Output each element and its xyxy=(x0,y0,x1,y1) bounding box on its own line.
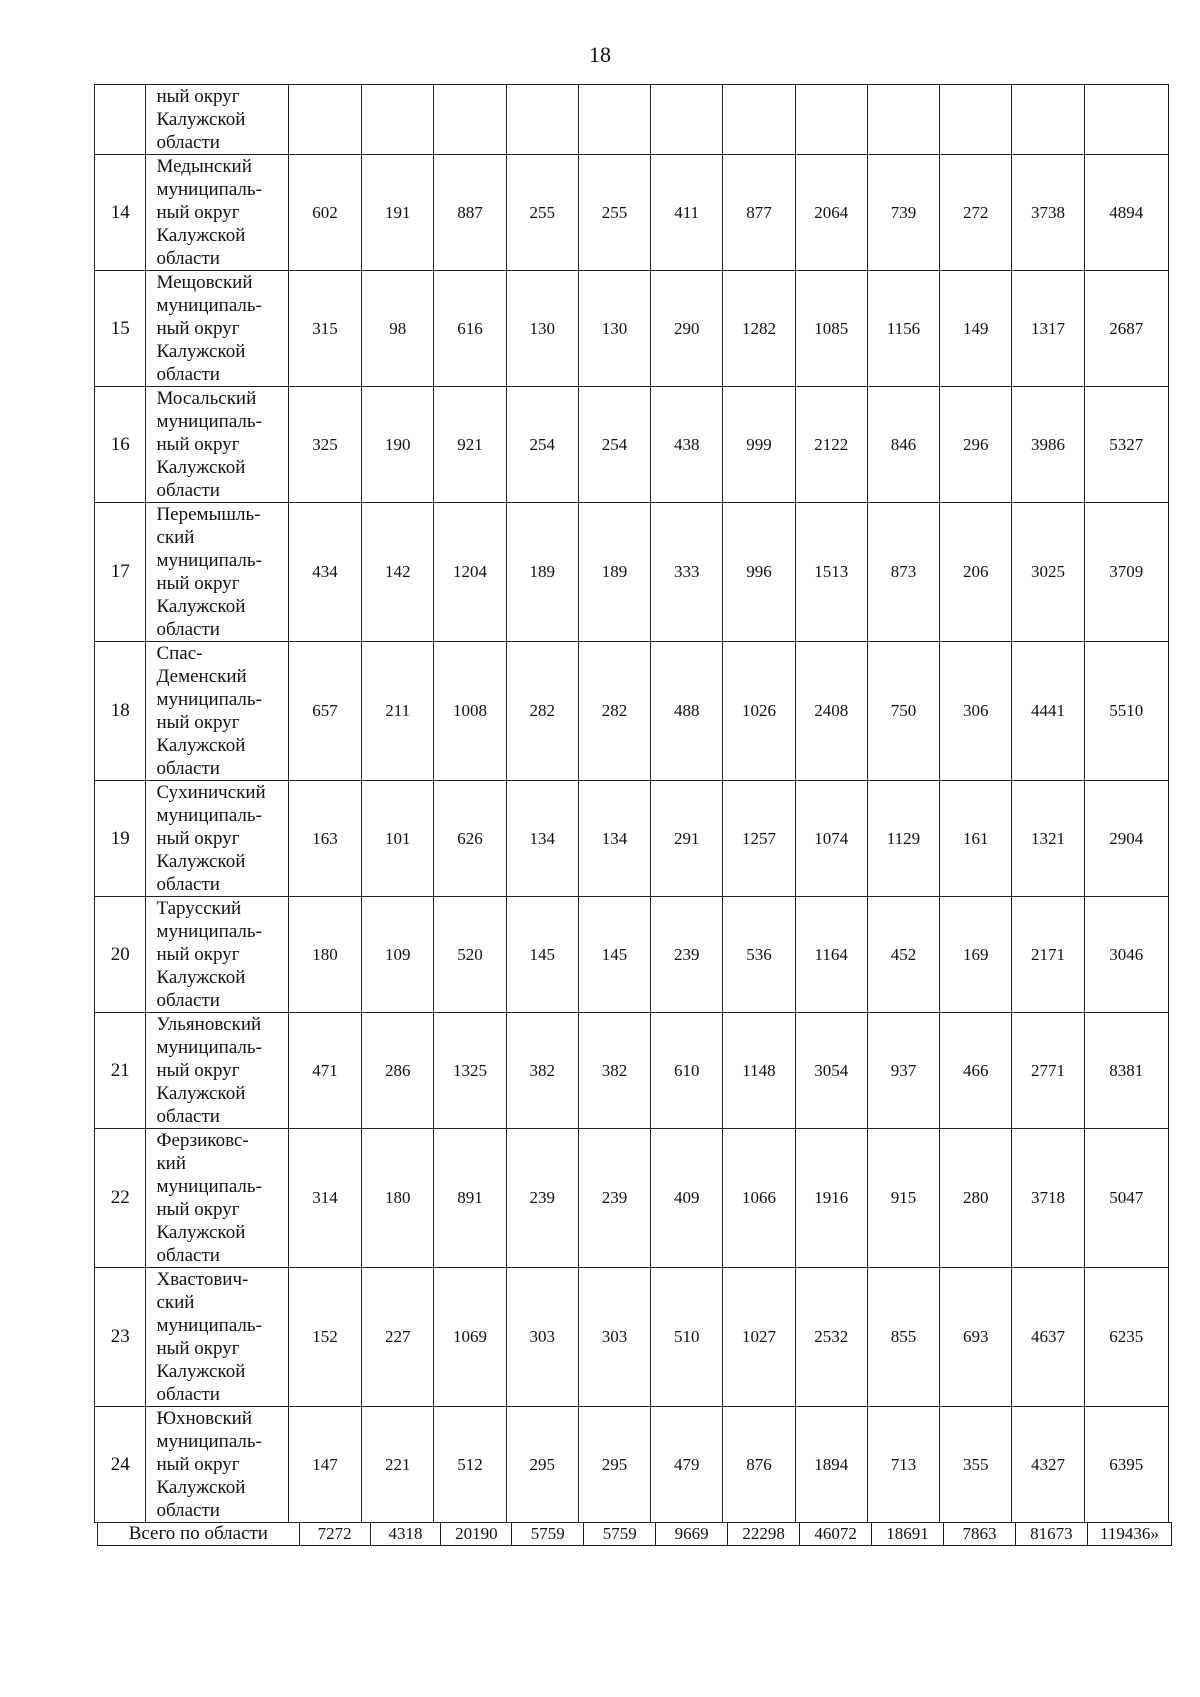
district-name-cell xyxy=(146,897,288,1013)
row-index-cell xyxy=(95,85,146,155)
value-cell: 512 xyxy=(434,1407,506,1523)
district-name-line: области xyxy=(156,132,220,153)
table-row xyxy=(95,1013,1169,1129)
value-cell: 1066 xyxy=(723,1129,795,1268)
district-name-line: муниципаль- xyxy=(156,1176,262,1197)
value-cell: 411 xyxy=(651,155,723,271)
value-cell: 255 xyxy=(578,155,650,271)
row-index-cell: 18 xyxy=(95,642,146,781)
value-cell xyxy=(795,85,867,155)
value-cell: 130 xyxy=(506,271,578,387)
value-cell: 626 xyxy=(434,781,506,897)
value-cell: 211 xyxy=(362,642,434,781)
value-cell: 3718 xyxy=(1012,1129,1084,1268)
value-cell: 510 xyxy=(651,1268,723,1407)
row-index-cell: 22 xyxy=(95,1129,146,1268)
district-name-line: Калужской xyxy=(156,596,246,617)
table-row xyxy=(95,897,1169,1013)
value-cell: 891 xyxy=(434,1129,506,1268)
row-index-cell: 24 xyxy=(95,1407,146,1523)
district-name-cell xyxy=(146,642,288,781)
district-name-line: муниципаль- xyxy=(156,1431,262,1452)
district-name-line: области xyxy=(156,619,220,640)
value-cell: 355 xyxy=(940,1407,1012,1523)
value-cell: 145 xyxy=(578,897,650,1013)
district-name-line: Медынский xyxy=(156,156,252,177)
value-cell: 3046 xyxy=(1084,897,1168,1013)
value-cell: 254 xyxy=(578,387,650,503)
value-cell: 999 xyxy=(723,387,795,503)
district-name-line: области xyxy=(156,1245,220,1266)
value-cell: 189 xyxy=(578,503,650,642)
district-name-cell xyxy=(146,1129,288,1268)
value-cell: 1069 xyxy=(434,1268,506,1407)
value-cell: 471 xyxy=(288,1013,361,1129)
value-cell: 169 xyxy=(940,897,1012,1013)
value-cell: 1156 xyxy=(867,271,939,387)
district-name-line: Калужской xyxy=(156,1477,246,1498)
value-cell: 2171 xyxy=(1012,897,1084,1013)
value-cell: 1204 xyxy=(434,503,506,642)
row-index-cell: 17 xyxy=(95,503,146,642)
district-name-line: Деменский xyxy=(156,666,247,687)
district-name-line: ный округ xyxy=(156,1454,240,1475)
value-cell: 3054 xyxy=(795,1013,867,1129)
table-row xyxy=(95,1129,1169,1268)
district-name-line: области xyxy=(156,1106,220,1127)
totals-table xyxy=(97,1522,1172,1546)
district-name-line: Мещовский xyxy=(156,272,253,293)
district-name-line: области xyxy=(156,758,220,779)
value-cell: 295 xyxy=(578,1407,650,1523)
value-cell: 996 xyxy=(723,503,795,642)
value-cell: 739 xyxy=(867,155,939,271)
value-cell: 1085 xyxy=(795,271,867,387)
value-cell: 272 xyxy=(940,155,1012,271)
value-cell: 5510 xyxy=(1084,642,1168,781)
value-cell: 147 xyxy=(288,1407,361,1523)
value-cell: 286 xyxy=(362,1013,434,1129)
table-row xyxy=(95,1268,1169,1407)
value-cell: 921 xyxy=(434,387,506,503)
value-cell: 937 xyxy=(867,1013,939,1129)
district-name-line: Хвастович- xyxy=(156,1269,249,1290)
value-cell: 6395 xyxy=(1084,1407,1168,1523)
value-cell xyxy=(1012,85,1084,155)
district-name-cell xyxy=(146,85,288,155)
value-cell: 616 xyxy=(434,271,506,387)
totals-value-cell: 5759 xyxy=(584,1523,656,1546)
value-cell: 6235 xyxy=(1084,1268,1168,1407)
district-name-line: ский xyxy=(156,527,195,548)
value-cell: 536 xyxy=(723,897,795,1013)
page-number: 18 xyxy=(589,42,611,67)
value-cell: 382 xyxy=(506,1013,578,1129)
district-name-line: муниципаль- xyxy=(156,179,262,200)
value-cell: 1282 xyxy=(723,271,795,387)
value-cell: 280 xyxy=(940,1129,1012,1268)
value-cell: 713 xyxy=(867,1407,939,1523)
table-row xyxy=(95,503,1169,642)
district-name-line: Калужской xyxy=(156,1222,246,1243)
value-cell: 303 xyxy=(578,1268,650,1407)
value-cell: 130 xyxy=(578,271,650,387)
totals-value-cell: 4318 xyxy=(370,1523,441,1546)
district-name-line: Ферзиковс- xyxy=(156,1130,249,1151)
table-row xyxy=(95,1407,1169,1523)
value-cell: 602 xyxy=(288,155,361,271)
district-name-cell xyxy=(146,1407,288,1523)
value-cell: 1916 xyxy=(795,1129,867,1268)
value-cell: 520 xyxy=(434,897,506,1013)
district-name-line: Калужской xyxy=(156,967,246,988)
district-name-line: Калужской xyxy=(156,851,246,872)
value-cell: 4441 xyxy=(1012,642,1084,781)
value-cell: 4637 xyxy=(1012,1268,1084,1407)
district-name-line: Калужской xyxy=(156,735,246,756)
row-index-cell: 19 xyxy=(95,781,146,897)
district-name-line: кий xyxy=(156,1153,187,1174)
district-name-line: Сухиничский xyxy=(156,782,266,803)
district-name-line: ный округ xyxy=(156,712,240,733)
value-cell: 915 xyxy=(867,1129,939,1268)
totals-value-cell: 5759 xyxy=(512,1523,584,1546)
district-name-line: Калужской xyxy=(156,457,246,478)
value-cell: 1129 xyxy=(867,781,939,897)
value-cell: 254 xyxy=(506,387,578,503)
value-cell: 409 xyxy=(651,1129,723,1268)
value-cell xyxy=(506,85,578,155)
value-cell: 466 xyxy=(940,1013,1012,1129)
value-cell: 152 xyxy=(288,1268,361,1407)
value-cell: 315 xyxy=(288,271,361,387)
district-name-line: ский xyxy=(156,1292,195,1313)
table-row xyxy=(95,155,1169,271)
value-cell: 333 xyxy=(651,503,723,642)
totals-value-cell: 9669 xyxy=(656,1523,728,1546)
totals-value-cell: 7863 xyxy=(944,1523,1016,1546)
district-name-line: муниципаль- xyxy=(156,411,262,432)
value-cell: 1074 xyxy=(795,781,867,897)
value-cell: 134 xyxy=(578,781,650,897)
value-cell xyxy=(940,85,1012,155)
value-cell: 239 xyxy=(506,1129,578,1268)
row-index-cell: 23 xyxy=(95,1268,146,1407)
row-index-cell: 15 xyxy=(95,271,146,387)
value-cell: 382 xyxy=(578,1013,650,1129)
value-cell: 1894 xyxy=(795,1407,867,1523)
value-cell: 98 xyxy=(362,271,434,387)
district-name-line: ный округ xyxy=(156,86,240,107)
value-cell: 109 xyxy=(362,897,434,1013)
district-name-cell xyxy=(146,155,288,271)
value-cell xyxy=(723,85,795,155)
totals-value-cell: 7272 xyxy=(299,1523,370,1546)
totals-value-cell: 18691 xyxy=(872,1523,944,1546)
value-cell: 3986 xyxy=(1012,387,1084,503)
value-cell: 4894 xyxy=(1084,155,1168,271)
value-cell: 1325 xyxy=(434,1013,506,1129)
value-cell xyxy=(1084,85,1168,155)
value-cell: 452 xyxy=(867,897,939,1013)
district-name-line: Калужской xyxy=(156,341,246,362)
value-cell: 846 xyxy=(867,387,939,503)
value-cell: 255 xyxy=(506,155,578,271)
totals-value-cell: 22298 xyxy=(728,1523,800,1546)
district-name-line: ный округ xyxy=(156,434,240,455)
value-cell: 2408 xyxy=(795,642,867,781)
value-cell: 877 xyxy=(723,155,795,271)
value-cell: 3709 xyxy=(1084,503,1168,642)
value-cell: 3738 xyxy=(1012,155,1084,271)
value-cell: 1317 xyxy=(1012,271,1084,387)
district-name-cell xyxy=(146,781,288,897)
district-name-line: муниципаль- xyxy=(156,295,262,316)
value-cell: 142 xyxy=(362,503,434,642)
value-cell: 2771 xyxy=(1012,1013,1084,1129)
value-cell: 750 xyxy=(867,642,939,781)
district-name-line: муниципаль- xyxy=(156,550,262,571)
district-name-line: ный округ xyxy=(156,1199,240,1220)
district-name-line: ный округ xyxy=(156,318,240,339)
district-name-line: области xyxy=(156,364,220,385)
totals-value-cell: 81673 xyxy=(1015,1523,1087,1546)
value-cell xyxy=(288,85,361,155)
value-cell: 4327 xyxy=(1012,1407,1084,1523)
value-cell: 1164 xyxy=(795,897,867,1013)
value-cell: 887 xyxy=(434,155,506,271)
value-cell: 855 xyxy=(867,1268,939,1407)
value-cell: 1321 xyxy=(1012,781,1084,897)
value-cell: 134 xyxy=(506,781,578,897)
district-name-line: ный округ xyxy=(156,944,240,965)
value-cell: 5327 xyxy=(1084,387,1168,503)
district-name-line: муниципаль- xyxy=(156,805,262,826)
value-cell: 2904 xyxy=(1084,781,1168,897)
district-name-cell xyxy=(146,1268,288,1407)
value-cell: 438 xyxy=(651,387,723,503)
district-name-line: Мосальский xyxy=(156,388,257,409)
district-name-line: муниципаль- xyxy=(156,689,262,710)
value-cell: 434 xyxy=(288,503,361,642)
value-cell: 873 xyxy=(867,503,939,642)
district-name-line: Калужской xyxy=(156,1361,246,1382)
table-row xyxy=(95,271,1169,387)
value-cell: 610 xyxy=(651,1013,723,1129)
district-name-cell xyxy=(146,503,288,642)
value-cell xyxy=(651,85,723,155)
district-name-line: области xyxy=(156,1500,220,1521)
value-cell: 282 xyxy=(578,642,650,781)
value-cell: 191 xyxy=(362,155,434,271)
district-name-line: Калужской xyxy=(156,1083,246,1104)
value-cell xyxy=(362,85,434,155)
totals-label: Всего по области xyxy=(98,1523,300,1546)
value-cell: 206 xyxy=(940,503,1012,642)
value-cell: 314 xyxy=(288,1129,361,1268)
value-cell: 2532 xyxy=(795,1268,867,1407)
district-name-line: области xyxy=(156,248,220,269)
table-row-fragment xyxy=(95,85,1169,155)
row-index-cell: 14 xyxy=(95,155,146,271)
value-cell: 8381 xyxy=(1084,1013,1168,1129)
value-cell: 1026 xyxy=(723,642,795,781)
value-cell: 180 xyxy=(362,1129,434,1268)
value-cell: 306 xyxy=(940,642,1012,781)
value-cell: 282 xyxy=(506,642,578,781)
district-name-cell xyxy=(146,387,288,503)
totals-value-cell: 119436» xyxy=(1087,1523,1171,1546)
value-cell: 161 xyxy=(940,781,1012,897)
value-cell: 189 xyxy=(506,503,578,642)
value-cell: 303 xyxy=(506,1268,578,1407)
value-cell: 163 xyxy=(288,781,361,897)
district-name-line: Ульяновский xyxy=(156,1014,262,1035)
value-cell: 2687 xyxy=(1084,271,1168,387)
row-index-cell: 16 xyxy=(95,387,146,503)
value-cell: 693 xyxy=(940,1268,1012,1407)
district-name-line: Спас- xyxy=(156,643,203,664)
value-cell: 5047 xyxy=(1084,1129,1168,1268)
district-name-line: Калужской xyxy=(156,109,246,130)
value-cell xyxy=(578,85,650,155)
value-cell: 180 xyxy=(288,897,361,1013)
district-name-line: Тарусский xyxy=(156,898,242,919)
value-cell: 1257 xyxy=(723,781,795,897)
table-row xyxy=(95,642,1169,781)
value-cell xyxy=(867,85,939,155)
district-name-line: муниципаль- xyxy=(156,1315,262,1336)
district-name-line: муниципаль- xyxy=(156,1037,262,1058)
district-name-cell xyxy=(146,1013,288,1129)
value-cell: 1008 xyxy=(434,642,506,781)
value-cell: 1027 xyxy=(723,1268,795,1407)
totals-row xyxy=(98,1523,1172,1546)
district-name-cell xyxy=(146,271,288,387)
district-name-line: ный округ xyxy=(156,1060,240,1081)
value-cell: 876 xyxy=(723,1407,795,1523)
row-index-cell: 20 xyxy=(95,897,146,1013)
district-name-line: области xyxy=(156,990,220,1011)
value-cell: 488 xyxy=(651,642,723,781)
value-cell: 1148 xyxy=(723,1013,795,1129)
value-cell: 190 xyxy=(362,387,434,503)
value-cell: 145 xyxy=(506,897,578,1013)
district-name-line: области xyxy=(156,1384,220,1405)
district-name-line: Калужской xyxy=(156,225,246,246)
district-name-line: области xyxy=(156,480,220,501)
value-cell: 296 xyxy=(940,387,1012,503)
value-cell: 2064 xyxy=(795,155,867,271)
value-cell: 239 xyxy=(651,897,723,1013)
value-cell: 1513 xyxy=(795,503,867,642)
district-name-line: области xyxy=(156,874,220,895)
totals-value-cell: 20190 xyxy=(441,1523,512,1546)
district-name-line: ный округ xyxy=(156,202,240,223)
district-name-line: муниципаль- xyxy=(156,921,262,942)
value-cell: 2122 xyxy=(795,387,867,503)
value-cell xyxy=(434,85,506,155)
table-row xyxy=(95,781,1169,897)
data-table xyxy=(94,84,1169,1523)
value-cell: 325 xyxy=(288,387,361,503)
value-cell: 3025 xyxy=(1012,503,1084,642)
totals-value-cell: 46072 xyxy=(800,1523,872,1546)
row-index-cell: 21 xyxy=(95,1013,146,1129)
district-name-line: Юхновский xyxy=(156,1408,253,1429)
value-cell: 227 xyxy=(362,1268,434,1407)
district-name-line: ный округ xyxy=(156,828,240,849)
value-cell: 291 xyxy=(651,781,723,897)
table-row xyxy=(95,387,1169,503)
value-cell: 221 xyxy=(362,1407,434,1523)
district-name-line: ный округ xyxy=(156,573,240,594)
value-cell: 149 xyxy=(940,271,1012,387)
value-cell: 295 xyxy=(506,1407,578,1523)
value-cell: 479 xyxy=(651,1407,723,1523)
value-cell: 657 xyxy=(288,642,361,781)
value-cell: 290 xyxy=(651,271,723,387)
value-cell: 239 xyxy=(578,1129,650,1268)
district-name-line: Перемышль- xyxy=(156,504,261,525)
district-name-line: ный округ xyxy=(156,1338,240,1359)
value-cell: 101 xyxy=(362,781,434,897)
